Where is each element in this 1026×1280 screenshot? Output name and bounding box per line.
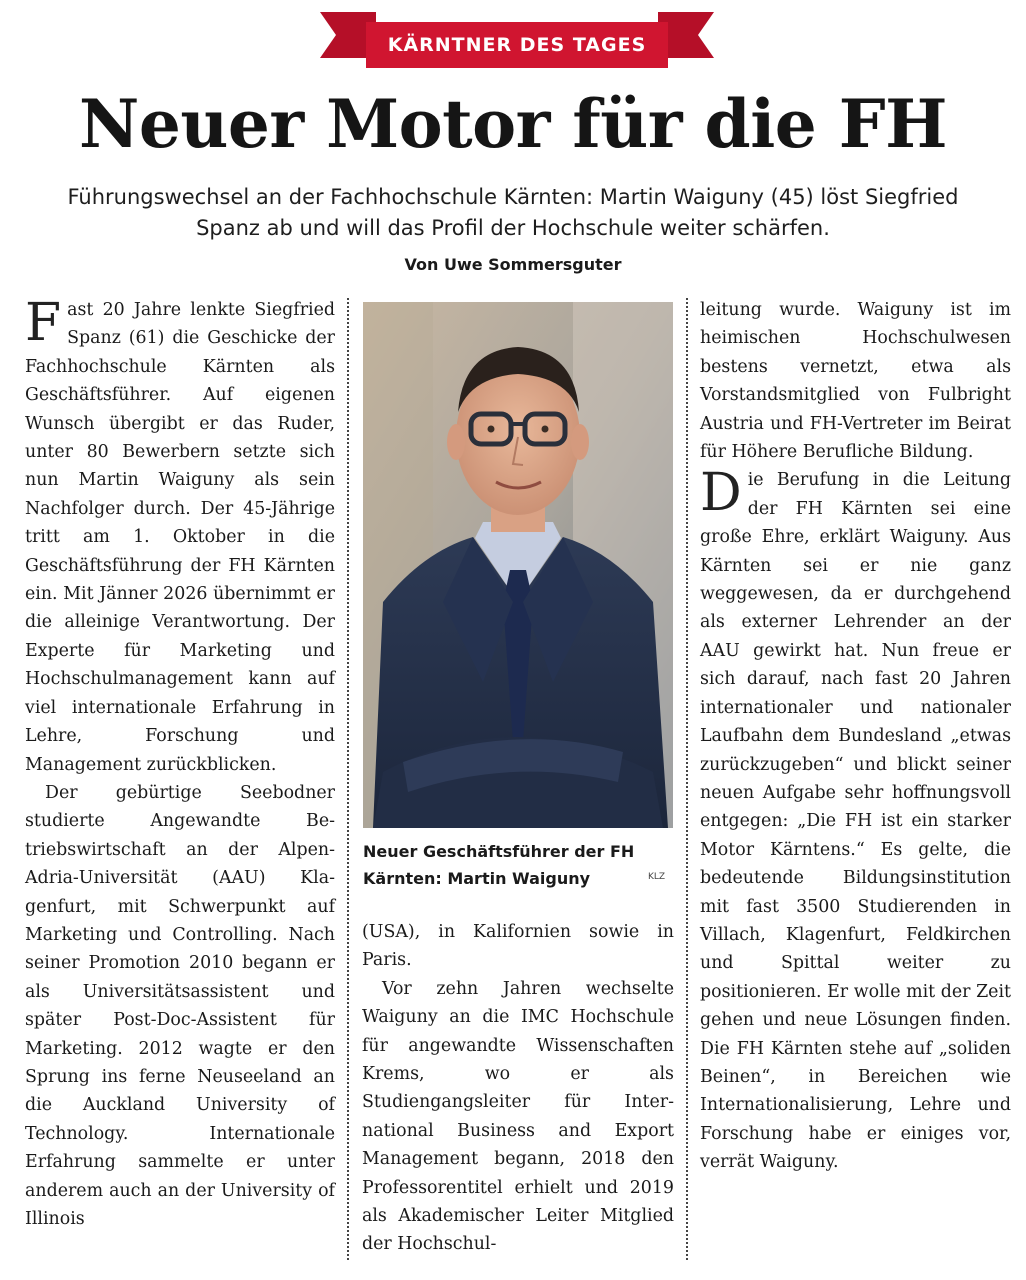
paragraph-text: ast 20 Jahre lenkte Siegfried Spanz (61) die Geschicke der Fachhochschule Kärnten als Geschäftsführer. Auf eigenen Wunsch übergibt er das Ruder, unter 80 Bewerbern setzte sich nun Martin Waiguny als sein Nachfolger durch. Der 45-Jährige tritt am 1. Oktober in die Geschäftsführung der FH Kärnten ein. Mit Jänner 2026 übernimmt er die alleinige Verantwortung. Der Experte für Marketing und Hochschulmanagement kann auf viel internationale Erfahrung in Lehre, Forschung und Management zurückblicken. xyxy=(25,300,335,775)
subtitle: Führungswechsel an der Fachhochschule Kärnten: Martin Waiguny (45) löst Siegfried Spanz ab und will das Profil der Hochschule weiter schärfen. xyxy=(67,185,959,240)
portrait-image xyxy=(363,302,673,828)
paragraph xyxy=(700,463,1011,1176)
article-column-2 xyxy=(362,918,674,1259)
article-column-3 xyxy=(700,296,1011,1177)
paragraph: Vor zehn Jahren wechselte Waiguny an die IMC Hochschule für angewandte Wissenschaften Krems, wo er als Studiengangsleiter für International Business and Export Management begann, 2018 den Professorentitel erhielt und 2019 als Akademischer Leiter Mitglied der Hochschul- xyxy=(362,978,674,1255)
portrait-photo xyxy=(363,302,673,828)
paragraph: (USA), in Kalifornien sowie in Paris. xyxy=(362,922,674,971)
column-divider xyxy=(686,298,688,1260)
article-column-1 xyxy=(25,293,335,1233)
photo-credit: KLZ xyxy=(648,872,666,882)
kicker-label: KÄRNTNER DES TAGES xyxy=(387,34,647,56)
dropcap: D xyxy=(700,463,742,524)
paragraph: Der gebürtige Seebodner studierte Angewandte Betriebswirtschaft an der Alpen-Adria-Universität (AAU) Klagenfurt, mit Schwerpunkt auf Marketing und Controlling. Nach seiner Promotion 2010 begann er als Universitätsassistent und später Post-Doc-Assistent für Marketing. 2012 wagte er den Sprung ins ferne Neuseeland an die Auckland University of Technology. Internationale Erfahrung sammelte er unter anderem auch an der University of Illinois xyxy=(25,782,335,1229)
kicker-ribbon xyxy=(320,10,714,68)
paragraph-text: ie Berufung in die Leitung der FH Kärnten sei eine große Ehre, erklärt Waiguny. Aus Kärnten sei er nie ganz weggewesen, da er durchgehend als externer Lehrender an der AAU gewirkt hat. Nun freue er sich darauf, nach fast 20 Jahren internationaler und nationaler Laufbahn dem Bundesland „etwas zurückzugeben“ und blickt seiner neuen Aufgabe sehr hoffnungsvoll entgegen: „Die FH ist ein starker Motor Kärntens.“ Es gelte, die bedeutende Bildungsinstitution mit fast 3500 Studierenden in Villach, Klagenfurt, Feldkirchen und Spittal weiter zu positionieren. Er wolle mit der Zeit gehen und neue Lösungen finden. Die FH Kärnten stehe auf „soliden Beinen“, in Bereichen wie Internationalisierung, Lehre und Forschung habe er einiges vor, verrät Waiguny. xyxy=(700,470,1011,1173)
photo-caption: Neuer Geschäftsführer der FH Kärnten: Martin Waiguny xyxy=(363,842,635,888)
paragraph xyxy=(25,293,335,779)
column-divider xyxy=(347,298,349,1260)
byline: Von Uwe Sommersguter xyxy=(404,255,622,274)
paragraph: leitung wurde. Waiguny ist im heimischen Hochschulwesen bestens vernetzt, etwa als Vorstandsmitglied von Fulbright Austria und FH-Vertreter im Beirat für Höhere Berufliche Bildung. xyxy=(700,300,1011,463)
dropcap: F xyxy=(25,293,62,353)
headline: Neuer Motor für die FH xyxy=(79,85,947,163)
